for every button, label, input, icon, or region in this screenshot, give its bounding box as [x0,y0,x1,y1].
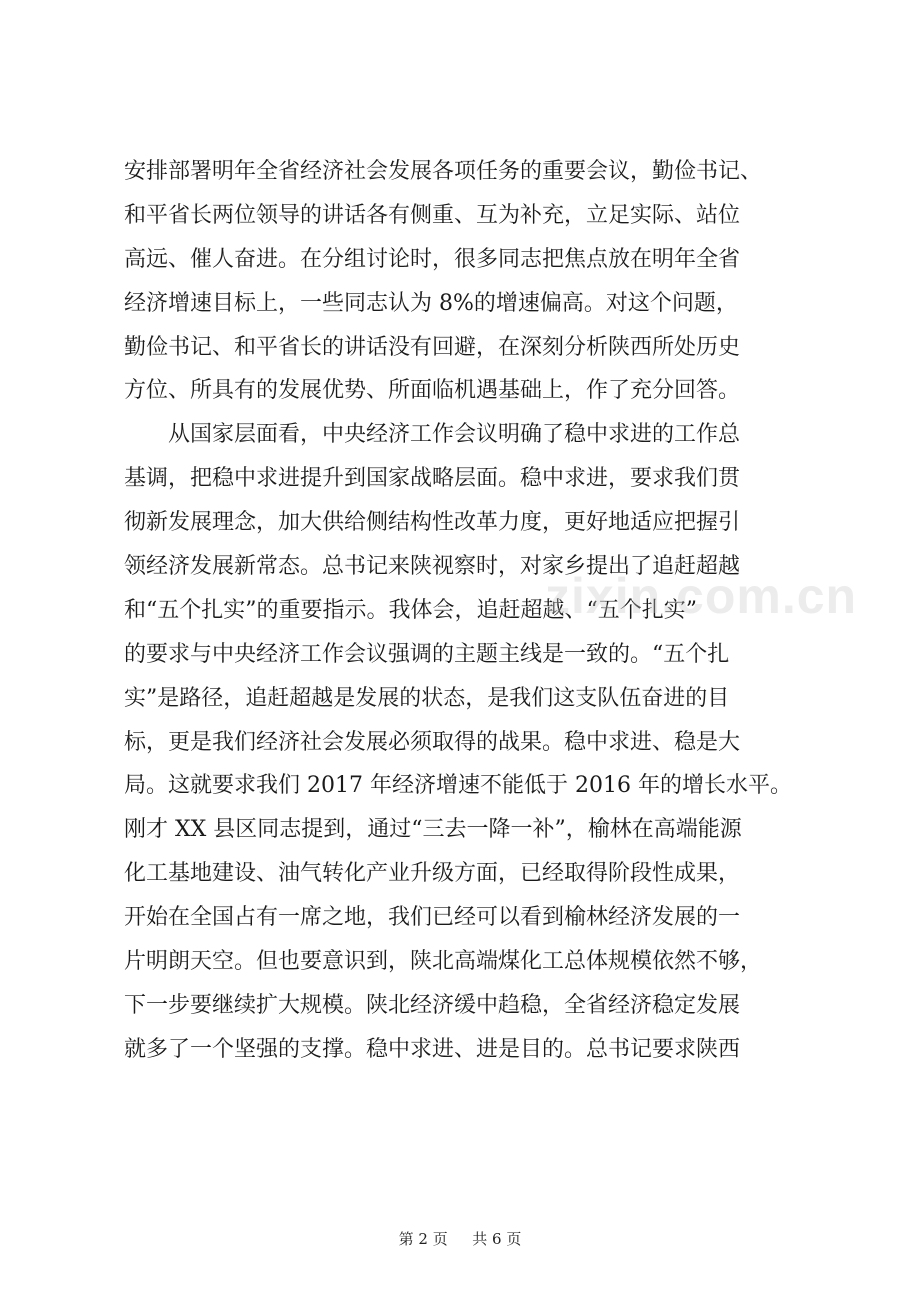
text-line: 刚才 XX 县区同志提到，通过“三去一降一补”，榆林在高端能源 [124,817,742,843]
text-line: 开始在全国占有一席之地，我们已经可以看到榆林经济发展的一 [124,905,741,931]
text-line: 和“五个扎实”的重要指示。我体会，追赶超越、“五个扎实” [124,597,697,623]
text-line: 就多了一个坚强的支撑。稳中求进、进是目的。总书记要求陕西 [124,1036,741,1062]
text-line: 和平省长两位领导的讲话各有侧重、互为补充，立足实际、站位 [124,202,741,228]
text-line: 片明朗天空。但也要意识到，陕北高端煤化工总体规模依然不够， [124,949,763,975]
watermark: zixin.com.cn [545,568,858,624]
footer-separator [452,1230,467,1248]
text-line: 实”是路径，追赶超越是发展的状态，是我们这支队伍奋进的目 [124,685,730,711]
text-line: 领经济发展新常态。总书记来陕视察时，对家乡提出了追赶超越 [124,554,741,580]
page-number: 第 2 页 [398,1230,448,1248]
text-line: 的要求与中央经济工作会议强调的主题主线是一致的。“五个扎 [124,641,730,667]
text-line: 高远、催人奋进。在分组讨论时，很多同志把焦点放在明年全省 [124,246,741,272]
text-line: 化工基地建设、油气转化产业升级方面，已经取得阶段性成果， [124,861,741,887]
text-line: 勤俭书记、和平省长的讲话没有回避，在深刻分析陕西所处历史 [124,334,741,360]
text-line: 标，更是我们经济社会发展必须取得的战果。稳中求进、稳是大 [124,729,741,755]
text-line: 经济增速目标上，一些同志认为 8%的增速偏高。对这个问题， [124,290,738,316]
text-line: 方位、所具有的发展优势、所面临机遇基础上，作了充分回答。 [124,378,741,404]
page-total: 共 6 页 [472,1230,522,1248]
page-footer [0,1228,920,1249]
text-line: 安排部署明年全省经济社会发展各项任务的重要会议，勤俭书记、 [124,159,763,184]
text-line: 彻新发展理念，加大供给侧结构性改革力度，更好地适应把握引 [124,510,741,536]
text-line: 下一步要继续扩大规模。陕北经济缓中趋稳，全省经济稳定发展 [124,992,741,1018]
text-line: 局。这就要求我们 2017 年经济增速不能低于 2016 年的增长水平。 [124,773,792,799]
text-line: 从国家层面看，中央经济工作会议明确了稳中求进的工作总 [124,422,741,448]
text-line: 基调，把稳中求进提升到国家战略层面。稳中求进，要求我们贯 [124,466,741,492]
